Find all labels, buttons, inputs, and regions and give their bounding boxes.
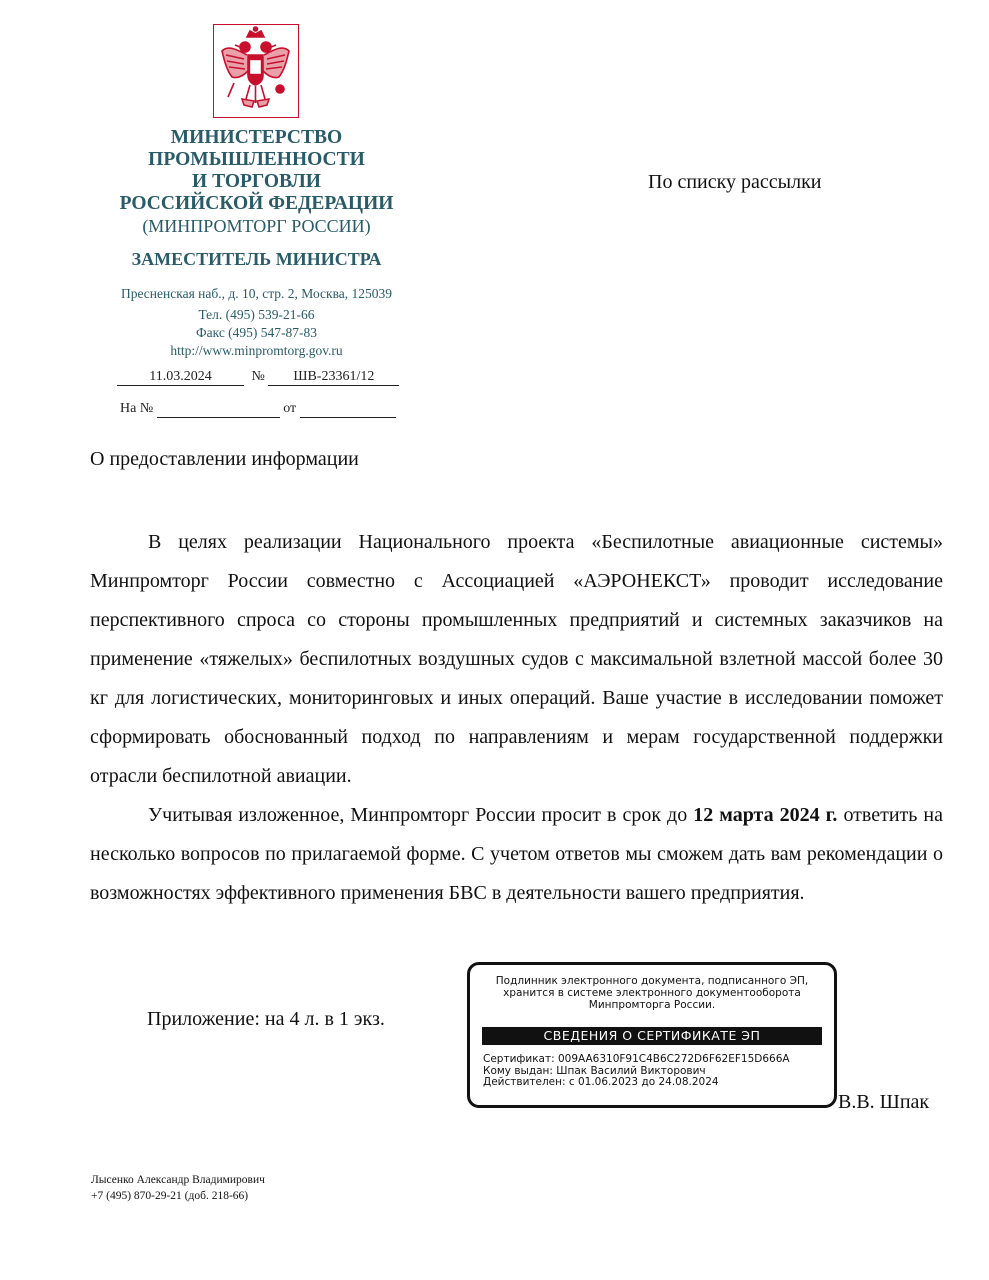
executor-name: Лысенко Александр Владимирович — [91, 1174, 265, 1186]
reply-line — [120, 401, 396, 418]
number-label: № — [251, 369, 265, 384]
ministry-name-line: РОССИЙСКОЙ ФЕДЕРАЦИИ — [119, 193, 394, 214]
russian-coat-of-arms-icon — [214, 25, 297, 116]
body-paragraph — [90, 796, 943, 913]
executor — [91, 1172, 265, 1204]
electronic-signature-stamp — [467, 962, 837, 1108]
body-text: ответить на несколько вопросов по прилагаемой форме. С учетом ответов мы сможем дать вам рекомендации о возможностях эффективного применения БВС в деятельности вашего предприятия. — [90, 804, 943, 904]
certificate-owner: Кому выдан: Шпак Василий Викторович — [483, 1064, 706, 1077]
fax: Факс (495) 547-87-83 — [195, 325, 318, 340]
ministry-name — [90, 127, 423, 215]
body-paragraph: В целях реализации Национального проекта «Беспилотные авиационные системы» Минпромторг России совместно с Ассоциацией «АЭРОНЕКСТ» проводит исследование перспективного спроса со стороны промышленных предприятий и системных заказчиков на применение «тяжелых» беспилотных воздушных судов с максимальной взлетной массой более 30 кг для логистических, мониторинговых и иных операций. Ваше участие в исследовании поможет сформировать обоснованный подход по направлениям и мерам государственной поддержки отрасли беспилотной авиации. — [90, 531, 943, 787]
coat-of-arms-frame — [213, 24, 299, 118]
certificate-id: Сертификат: 009AA6310F91C4B6C272D6F62EF15D666A — [483, 1053, 790, 1065]
ministry-name-line: МИНИСТЕРСТВО — [170, 127, 343, 148]
phone: Тел. (495) 539-21-66 — [198, 307, 315, 322]
appendix: Приложение: на 4 л. в 1 экз. — [147, 1008, 385, 1030]
executor-phone: +7 (495) 870-29-21 (доб. 218-66) — [91, 1190, 249, 1202]
subject: О предоставлении информации — [90, 448, 359, 470]
stamp-text: хранится в системе электронного документооборота — [503, 987, 801, 999]
letter-body — [90, 523, 943, 913]
stamp-text: Минпромторга России. — [588, 999, 716, 1011]
registration-line — [117, 369, 399, 386]
ministry-name-line: И ТОРГОВЛИ — [192, 171, 321, 192]
stamp-header — [470, 975, 834, 1011]
ministry-name-line: ПРОМЫШЛЕННОСТИ — [148, 149, 365, 170]
signer-name: В.В. Шпак — [838, 1091, 930, 1113]
certificate-bar: СВЕДЕНИЯ О СЕРТИФИКАТЕ ЭП — [482, 1027, 822, 1045]
document-date: 11.03.2024 — [117, 369, 244, 386]
reply-from-label: от — [283, 401, 297, 416]
position-title: ЗАМЕСТИТЕЛЬ МИНИСТРА — [131, 249, 382, 269]
ministry-short-name: (МИНПРОМТОРГ РОССИИ) — [142, 216, 371, 236]
reply-number-blank — [157, 401, 280, 418]
deadline: 12 марта 2024 г. — [693, 804, 838, 826]
reply-date-blank — [300, 401, 396, 418]
address: Пресненская наб., д. 10, стр. 2, Москва, 125039 — [120, 286, 393, 301]
reply-label: На № — [120, 401, 154, 416]
certificate-info — [483, 1054, 790, 1089]
certificate-validity: Действителен: с 01.06.2023 до 24.08.2024 — [483, 1076, 719, 1088]
stamp-text: Подлинник электронного документа, подписанного ЭП, — [495, 975, 809, 987]
document-number: ШВ-23361/12 — [268, 369, 399, 386]
body-text: Учитывая изложенное, Минпромторг России просит в срок до — [148, 804, 688, 826]
website-link[interactable]: http://www.minpromtorg.gov.ru — [170, 343, 343, 358]
recipient: По списку рассылки — [648, 171, 822, 193]
